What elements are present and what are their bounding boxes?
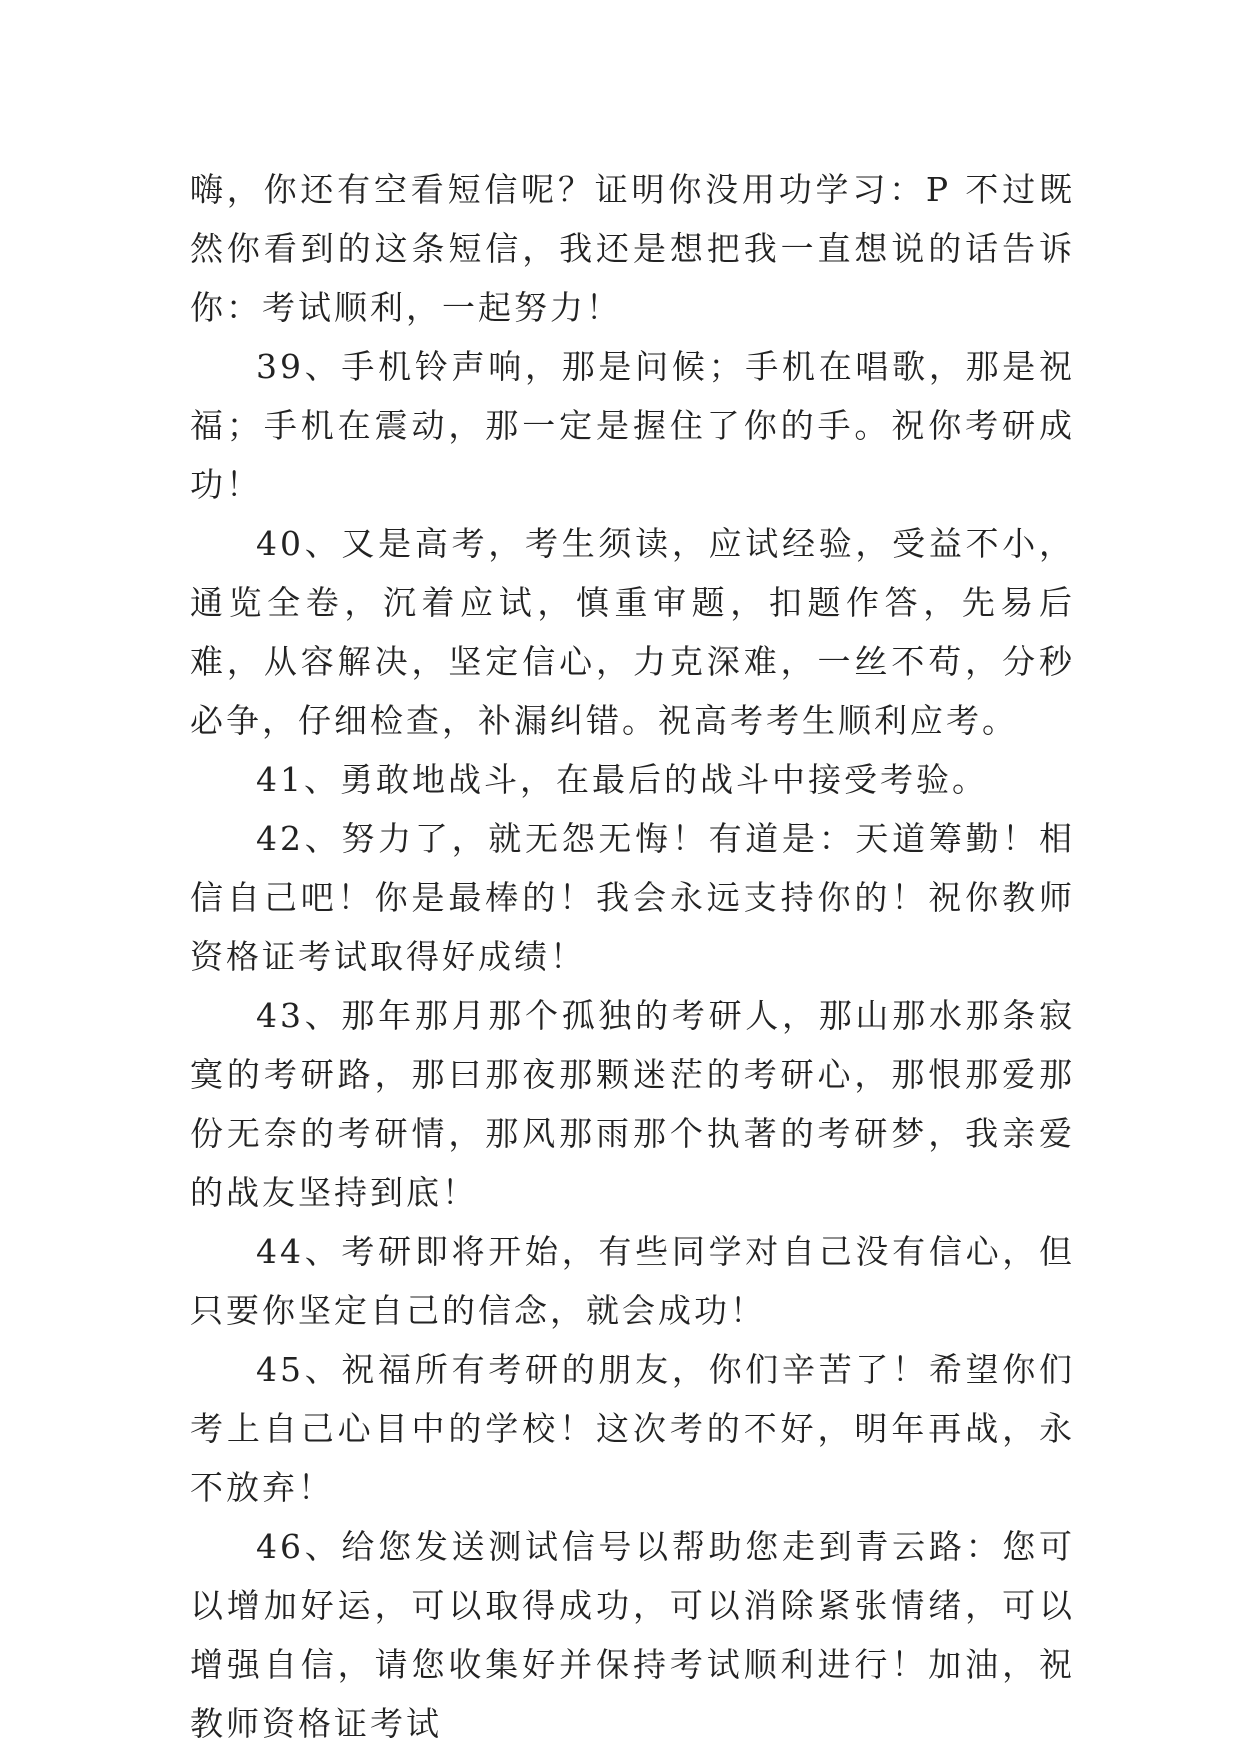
paragraph-45: 45、祝福所有考研的朋友，你们辛苦了！希望你们考上自己心目中的学校！这次考的不好，明年再战，永不放弃！ — [190, 1350, 1075, 1507]
paragraph-intro: 嗨，你还有空看短信呢？证明你没用功学习：P 不过既然你看到的这条短信，我还是想把我一直想说的话告诉你：考试顺利，一起努力！ — [190, 170, 1075, 327]
paragraph-40: 40、又是高考，考生须读，应试经验，受益不小，通览全卷，沉着应试，慎重审题，扣题作答，先易后难，从容解决，坚定信心，力克深难，一丝不苟，分秒必争，仔细检查，补漏纠错。祝高考考生顺利应考。 — [190, 524, 1075, 740]
paragraph-44: 44、考研即将开始，有些同学对自己没有信心，但只要你坚定自己的信念，就会成功！ — [190, 1232, 1075, 1330]
paragraph-42: 42、努力了，就无怨无悔！有道是：天道筹勤！相信自己吧！你是最棒的！我会永远支持你的！祝你教师资格证考试取得好成绩！ — [190, 819, 1075, 976]
document-body — [190, 160, 1075, 1753]
paragraph-43: 43、那年那月那个孤独的考研人，那山那水那条寂寞的考研路，那曰那夜那颗迷茫的考研心，那恨那爱那份无奈的考研情，那风那雨那个执著的考研梦，我亲爱的战友坚持到底！ — [190, 996, 1075, 1212]
paragraph-46: 46、给您发送测试信号以帮助您走到青云路：您可以增加好运，可以取得成功，可以消除紧张情绪，可以增强自信，请您收集好并保持考试顺利进行！加油，祝教师资格证考试 — [190, 1527, 1075, 1743]
paragraph-41: 41、勇敢地战斗，在最后的战斗中接受考验。 — [256, 760, 988, 799]
paragraph-39: 39、手机铃声响，那是问候；手机在唱歌，那是祝福；手机在震动，那一定是握住了你的手。祝你考研成功！ — [190, 347, 1075, 504]
